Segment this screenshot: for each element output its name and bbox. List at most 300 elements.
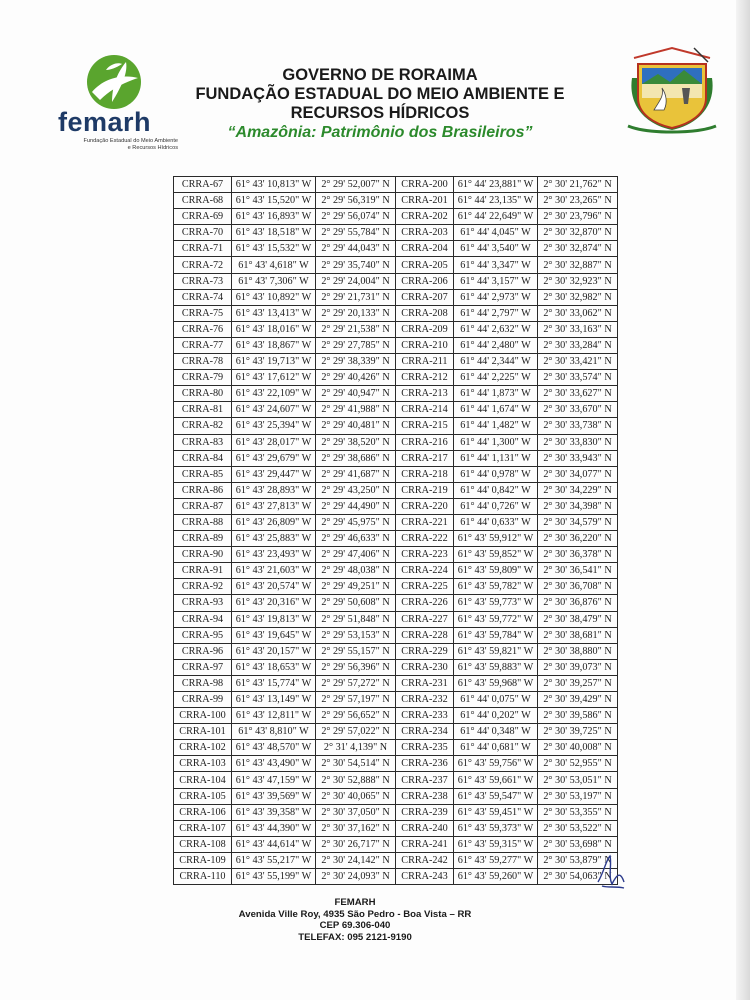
table-cell-longitude: 61° 44' 1,674" W	[454, 402, 538, 418]
table-cell-longitude: 61° 43' 10,892" W	[232, 289, 316, 305]
table-cell-latitude: 2° 30' 23,265" N	[538, 193, 618, 209]
table-cell-latitude: 2° 30' 39,257" N	[538, 675, 618, 691]
table-cell-point-id: CRRA-216	[396, 434, 454, 450]
table-cell-longitude: 61° 43' 59,852" W	[454, 547, 538, 563]
table-cell-point-id: CRRA-234	[396, 724, 454, 740]
table-cell-latitude: 2° 30' 33,627" N	[538, 386, 618, 402]
table-cell-latitude: 2° 30' 23,796" N	[538, 209, 618, 225]
table-cell-point-id: CRRA-206	[396, 273, 454, 289]
page-edge	[736, 0, 750, 1000]
table-cell-point-id: CRRA-88	[174, 514, 232, 530]
table-cell-latitude: 2° 29' 45,975" N	[316, 514, 396, 530]
table-cell-latitude: 2° 30' 54,063" N	[538, 869, 618, 885]
table-cell-longitude: 61° 44' 3,347" W	[454, 257, 538, 273]
table-cell-point-id: CRRA-229	[396, 643, 454, 659]
table-cell-latitude: 2° 30' 38,880" N	[538, 643, 618, 659]
table-row	[174, 241, 618, 257]
table-cell-point-id: CRRA-69	[174, 209, 232, 225]
table-row	[174, 643, 618, 659]
header-foundation: FUNDAÇÃO ESTADUAL DO MEIO AMBIENTE E	[195, 85, 565, 103]
table-row	[174, 772, 618, 788]
table-row	[174, 788, 618, 804]
table-cell-latitude: 2° 29' 55,784" N	[316, 225, 396, 241]
femarh-leaf-logo-icon	[82, 52, 146, 110]
table-cell-latitude: 2° 30' 40,065" N	[316, 788, 396, 804]
table-cell-longitude: 61° 43' 15,532" W	[232, 241, 316, 257]
table-cell-latitude: 2° 29' 56,652" N	[316, 708, 396, 724]
table-row	[174, 708, 618, 724]
table-cell-longitude: 61° 43' 25,883" W	[232, 531, 316, 547]
table-cell-longitude: 61° 44' 3,540" W	[454, 241, 538, 257]
table-row	[174, 627, 618, 643]
table-cell-latitude: 2° 29' 56,319" N	[316, 193, 396, 209]
table-cell-latitude: 2° 30' 53,051" N	[538, 772, 618, 788]
table-cell-latitude: 2° 29' 38,686" N	[316, 450, 396, 466]
table-cell-latitude: 2° 30' 39,725" N	[538, 724, 618, 740]
table-cell-point-id: CRRA-99	[174, 692, 232, 708]
table-row	[174, 305, 618, 321]
table-cell-point-id: CRRA-87	[174, 498, 232, 514]
table-cell-longitude: 61° 43' 55,199" W	[232, 869, 316, 885]
table-cell-latitude: 2° 30' 53,698" N	[538, 836, 618, 852]
table-cell-longitude: 61° 43' 28,017" W	[232, 434, 316, 450]
table-row	[174, 273, 618, 289]
table-cell-point-id: CRRA-214	[396, 402, 454, 418]
table-cell-point-id: CRRA-97	[174, 659, 232, 675]
table-cell-latitude: 2° 29' 41,988" N	[316, 402, 396, 418]
logo-wordmark: femarh	[58, 107, 152, 137]
table-cell-latitude: 2° 30' 32,923" N	[538, 273, 618, 289]
table-cell-longitude: 61° 43' 18,867" W	[232, 337, 316, 353]
table-cell-latitude: 2° 30' 39,429" N	[538, 692, 618, 708]
table-cell-longitude: 61° 43' 39,569" W	[232, 788, 316, 804]
table-cell-latitude: 2° 30' 38,681" N	[538, 627, 618, 643]
table-cell-latitude: 2° 29' 21,538" N	[316, 321, 396, 337]
table-cell-point-id: CRRA-222	[396, 531, 454, 547]
table-cell-point-id: CRRA-209	[396, 321, 454, 337]
table-cell-longitude: 61° 44' 2,344" W	[454, 354, 538, 370]
table-cell-longitude: 61° 43' 59,373" W	[454, 820, 538, 836]
table-cell-latitude: 2° 30' 36,541" N	[538, 563, 618, 579]
table-row	[174, 402, 618, 418]
table-cell-longitude: 61° 43' 59,451" W	[454, 804, 538, 820]
table-cell-longitude: 61° 43' 59,912" W	[454, 531, 538, 547]
table-cell-longitude: 61° 43' 24,607" W	[232, 402, 316, 418]
table-cell-longitude: 61° 43' 28,893" W	[232, 482, 316, 498]
table-cell-latitude: 2° 30' 33,062" N	[538, 305, 618, 321]
table-row	[174, 869, 618, 885]
table-cell-point-id: CRRA-89	[174, 531, 232, 547]
table-cell-latitude: 2° 29' 44,043" N	[316, 241, 396, 257]
table-row	[174, 257, 618, 273]
table-cell-latitude: 2° 30' 34,077" N	[538, 466, 618, 482]
table-cell-point-id: CRRA-71	[174, 241, 232, 257]
table-cell-latitude: 2° 29' 20,133" N	[316, 305, 396, 321]
table-row	[174, 611, 618, 627]
table-cell-latitude: 2° 29' 40,947" N	[316, 386, 396, 402]
table-cell-latitude: 2° 30' 40,008" N	[538, 740, 618, 756]
table-cell-longitude: 61° 43' 7,306" W	[232, 273, 316, 289]
table-cell-longitude: 61° 43' 59,773" W	[454, 595, 538, 611]
table-cell-point-id: CRRA-240	[396, 820, 454, 836]
table-cell-latitude: 2° 29' 27,785" N	[316, 337, 396, 353]
table-cell-longitude: 61° 43' 15,520" W	[232, 193, 316, 209]
table-cell-longitude: 61° 43' 26,809" W	[232, 514, 316, 530]
table-cell-point-id: CRRA-104	[174, 772, 232, 788]
table-cell-latitude: 2° 30' 52,888" N	[316, 772, 396, 788]
table-row	[174, 418, 618, 434]
table-cell-longitude: 61° 44' 0,842" W	[454, 482, 538, 498]
table-cell-latitude: 2° 30' 33,163" N	[538, 321, 618, 337]
table-cell-latitude: 2° 30' 33,574" N	[538, 370, 618, 386]
table-cell-point-id: CRRA-225	[396, 579, 454, 595]
table-cell-longitude: 61° 44' 22,649" W	[454, 209, 538, 225]
table-cell-point-id: CRRA-223	[396, 547, 454, 563]
table-cell-point-id: CRRA-210	[396, 337, 454, 353]
table-cell-point-id: CRRA-205	[396, 257, 454, 273]
table-cell-point-id: CRRA-81	[174, 402, 232, 418]
table-cell-point-id: CRRA-108	[174, 836, 232, 852]
table-row	[174, 370, 618, 386]
table-cell-latitude: 2° 30' 33,670" N	[538, 402, 618, 418]
table-cell-point-id: CRRA-242	[396, 852, 454, 868]
table-cell-point-id: CRRA-105	[174, 788, 232, 804]
table-row	[174, 804, 618, 820]
table-cell-point-id: CRRA-207	[396, 289, 454, 305]
table-cell-point-id: CRRA-239	[396, 804, 454, 820]
table-cell-longitude: 61° 43' 25,394" W	[232, 418, 316, 434]
table-cell-latitude: 2° 29' 43,250" N	[316, 482, 396, 498]
table-cell-latitude: 2° 30' 54,514" N	[316, 756, 396, 772]
table-cell-longitude: 61° 43' 59,784" W	[454, 627, 538, 643]
logo-subtitle	[62, 138, 178, 151]
table-row	[174, 836, 618, 852]
table-cell-longitude: 61° 44' 23,881" W	[454, 177, 538, 193]
table-cell-latitude: 2° 29' 44,490" N	[316, 498, 396, 514]
table-cell-longitude: 61° 44' 0,978" W	[454, 466, 538, 482]
table-cell-longitude: 61° 44' 1,482" W	[454, 418, 538, 434]
table-row	[174, 450, 618, 466]
table-cell-latitude: 2° 29' 47,406" N	[316, 547, 396, 563]
table-row	[174, 193, 618, 209]
table-row	[174, 498, 618, 514]
table-row	[174, 852, 618, 868]
table-cell-latitude: 2° 30' 32,874" N	[538, 241, 618, 257]
header-government: GOVERNO DE RORAIMA	[282, 66, 478, 84]
table-cell-point-id: CRRA-203	[396, 225, 454, 241]
table-cell-latitude: 2° 30' 53,879" N	[538, 852, 618, 868]
table-cell-latitude: 2° 29' 41,687" N	[316, 466, 396, 482]
table-cell-longitude: 61° 44' 3,157" W	[454, 273, 538, 289]
footer-telefax: TELEFAX: 095 2121-9190	[298, 931, 412, 943]
table-cell-latitude: 2° 30' 38,479" N	[538, 611, 618, 627]
table-cell-longitude: 61° 44' 1,131" W	[454, 450, 538, 466]
table-cell-latitude: 2° 29' 49,251" N	[316, 579, 396, 595]
table-cell-longitude: 61° 44' 0,681" W	[454, 740, 538, 756]
table-cell-latitude: 2° 30' 26,717" N	[316, 836, 396, 852]
table-cell-latitude: 2° 31' 4,139" N	[316, 740, 396, 756]
table-cell-latitude: 2° 29' 21,731" N	[316, 289, 396, 305]
table-cell-point-id: CRRA-90	[174, 547, 232, 563]
table-cell-longitude: 61° 43' 19,813" W	[232, 611, 316, 627]
table-cell-longitude: 61° 43' 59,315" W	[454, 836, 538, 852]
table-cell-point-id: CRRA-109	[174, 852, 232, 868]
table-cell-point-id: CRRA-204	[396, 241, 454, 257]
table-row	[174, 579, 618, 595]
table-cell-point-id: CRRA-208	[396, 305, 454, 321]
table-cell-latitude: 2° 29' 24,004" N	[316, 273, 396, 289]
table-row	[174, 547, 618, 563]
table-cell-point-id: CRRA-220	[396, 498, 454, 514]
table-cell-latitude: 2° 30' 36,708" N	[538, 579, 618, 595]
table-cell-latitude: 2° 29' 53,153" N	[316, 627, 396, 643]
table-cell-latitude: 2° 29' 40,426" N	[316, 370, 396, 386]
table-cell-longitude: 61° 43' 59,661" W	[454, 772, 538, 788]
table-cell-longitude: 61° 43' 16,893" W	[232, 209, 316, 225]
table-cell-latitude: 2° 30' 53,197" N	[538, 788, 618, 804]
table-cell-point-id: CRRA-110	[174, 869, 232, 885]
table-row	[174, 820, 618, 836]
table-cell-latitude: 2° 30' 32,870" N	[538, 225, 618, 241]
table-cell-latitude: 2° 29' 51,848" N	[316, 611, 396, 627]
table-row	[174, 386, 618, 402]
table-cell-longitude: 61° 43' 15,774" W	[232, 675, 316, 691]
table-cell-latitude: 2° 29' 57,272" N	[316, 675, 396, 691]
footer-address: Avenida Ville Roy, 4935 São Pedro - Boa Vista – RR	[238, 908, 472, 920]
table-cell-point-id: CRRA-77	[174, 337, 232, 353]
table-cell-longitude: 61° 43' 59,772" W	[454, 611, 538, 627]
table-cell-longitude: 61° 43' 59,547" W	[454, 788, 538, 804]
table-cell-point-id: CRRA-70	[174, 225, 232, 241]
table-cell-longitude: 61° 44' 23,135" W	[454, 193, 538, 209]
table-cell-point-id: CRRA-215	[396, 418, 454, 434]
table-cell-longitude: 61° 44' 0,348" W	[454, 724, 538, 740]
table-row	[174, 209, 618, 225]
logo-subtitle-line2: e Recursos Hídricos	[127, 144, 178, 151]
table-cell-point-id: CRRA-72	[174, 257, 232, 273]
table-row	[174, 434, 618, 450]
table-cell-point-id: CRRA-237	[396, 772, 454, 788]
table-cell-latitude: 2° 30' 32,982" N	[538, 289, 618, 305]
coordinates-table-container	[173, 176, 617, 885]
table-cell-latitude: 2° 30' 33,738" N	[538, 418, 618, 434]
table-cell-point-id: CRRA-224	[396, 563, 454, 579]
table-cell-point-id: CRRA-219	[396, 482, 454, 498]
coordinates-table	[173, 176, 618, 885]
table-cell-longitude: 61° 43' 29,447" W	[232, 466, 316, 482]
table-cell-longitude: 61° 43' 20,316" W	[232, 595, 316, 611]
table-cell-latitude: 2° 29' 46,633" N	[316, 531, 396, 547]
table-row	[174, 531, 618, 547]
table-cell-longitude: 61° 43' 59,756" W	[454, 756, 538, 772]
table-cell-latitude: 2° 29' 38,339" N	[316, 354, 396, 370]
table-cell-point-id: CRRA-91	[174, 563, 232, 579]
table-row	[174, 563, 618, 579]
table-cell-latitude: 2° 30' 53,355" N	[538, 804, 618, 820]
table-cell-longitude: 61° 43' 27,813" W	[232, 498, 316, 514]
table-cell-longitude: 61° 43' 18,518" W	[232, 225, 316, 241]
table-cell-point-id: CRRA-83	[174, 434, 232, 450]
table-cell-latitude: 2° 29' 38,520" N	[316, 434, 396, 450]
table-cell-longitude: 61° 43' 59,968" W	[454, 675, 538, 691]
table-cell-point-id: CRRA-82	[174, 418, 232, 434]
table-cell-point-id: CRRA-98	[174, 675, 232, 691]
table-cell-point-id: CRRA-226	[396, 595, 454, 611]
table-row	[174, 740, 618, 756]
table-cell-latitude: 2° 30' 39,073" N	[538, 659, 618, 675]
table-cell-longitude: 61° 43' 59,809" W	[454, 563, 538, 579]
table-cell-point-id: CRRA-201	[396, 193, 454, 209]
table-cell-point-id: CRRA-96	[174, 643, 232, 659]
table-cell-longitude: 61° 43' 19,713" W	[232, 354, 316, 370]
table-row	[174, 692, 618, 708]
table-cell-latitude: 2° 30' 52,955" N	[538, 756, 618, 772]
table-cell-latitude: 2° 29' 35,740" N	[316, 257, 396, 273]
table-cell-latitude: 2° 30' 36,378" N	[538, 547, 618, 563]
table-cell-point-id: CRRA-218	[396, 466, 454, 482]
table-cell-point-id: CRRA-217	[396, 450, 454, 466]
table-cell-longitude: 61° 43' 44,614" W	[232, 836, 316, 852]
table-row	[174, 514, 618, 530]
table-row	[174, 466, 618, 482]
header-motto: “Amazônia: Patrimônio dos Brasileiros”	[227, 124, 533, 141]
table-cell-point-id: CRRA-103	[174, 756, 232, 772]
table-cell-point-id: CRRA-67	[174, 177, 232, 193]
table-cell-longitude: 61° 43' 48,570" W	[232, 740, 316, 756]
table-cell-longitude: 61° 43' 59,782" W	[454, 579, 538, 595]
table-cell-latitude: 2° 29' 57,197" N	[316, 692, 396, 708]
table-cell-point-id: CRRA-232	[396, 692, 454, 708]
table-row	[174, 724, 618, 740]
table-cell-point-id: CRRA-86	[174, 482, 232, 498]
table-cell-latitude: 2° 29' 48,038" N	[316, 563, 396, 579]
table-cell-point-id: CRRA-68	[174, 193, 232, 209]
table-cell-longitude: 61° 43' 20,574" W	[232, 579, 316, 595]
table-cell-point-id: CRRA-73	[174, 273, 232, 289]
table-cell-point-id: CRRA-75	[174, 305, 232, 321]
table-cell-point-id: CRRA-227	[396, 611, 454, 627]
table-cell-longitude: 61° 44' 2,797" W	[454, 305, 538, 321]
table-cell-point-id: CRRA-230	[396, 659, 454, 675]
table-cell-latitude: 2° 30' 33,830" N	[538, 434, 618, 450]
table-cell-latitude: 2° 30' 53,522" N	[538, 820, 618, 836]
table-cell-latitude: 2° 29' 40,481" N	[316, 418, 396, 434]
table-cell-latitude: 2° 30' 24,093" N	[316, 869, 396, 885]
table-cell-longitude: 61° 43' 13,149" W	[232, 692, 316, 708]
table-cell-latitude: 2° 30' 39,586" N	[538, 708, 618, 724]
femarh-logo	[58, 52, 176, 152]
table-cell-latitude: 2° 30' 34,579" N	[538, 514, 618, 530]
coordinates-table-body	[174, 177, 618, 885]
footer-org: FEMARH	[334, 897, 376, 908]
table-cell-point-id: CRRA-80	[174, 386, 232, 402]
table-row	[174, 337, 618, 353]
table-cell-point-id: CRRA-94	[174, 611, 232, 627]
table-cell-point-id: CRRA-213	[396, 386, 454, 402]
table-cell-longitude: 61° 43' 20,157" W	[232, 643, 316, 659]
table-cell-latitude: 2° 30' 21,762" N	[538, 177, 618, 193]
table-cell-longitude: 61° 43' 21,603" W	[232, 563, 316, 579]
table-cell-point-id: CRRA-231	[396, 675, 454, 691]
table-cell-latitude: 2° 30' 36,220" N	[538, 531, 618, 547]
table-row	[174, 225, 618, 241]
document-header	[170, 66, 590, 143]
table-cell-longitude: 61° 43' 44,390" W	[232, 820, 316, 836]
table-cell-latitude: 2° 29' 57,022" N	[316, 724, 396, 740]
table-row	[174, 321, 618, 337]
table-cell-longitude: 61° 44' 4,045" W	[454, 225, 538, 241]
table-cell-point-id: CRRA-100	[174, 708, 232, 724]
table-row	[174, 482, 618, 498]
table-cell-point-id: CRRA-102	[174, 740, 232, 756]
table-cell-longitude: 61° 43' 17,612" W	[232, 370, 316, 386]
table-cell-latitude: 2° 29' 50,608" N	[316, 595, 396, 611]
table-cell-point-id: CRRA-74	[174, 289, 232, 305]
table-row	[174, 289, 618, 305]
table-row	[174, 354, 618, 370]
table-cell-point-id: CRRA-107	[174, 820, 232, 836]
table-cell-latitude: 2° 30' 33,421" N	[538, 354, 618, 370]
table-row	[174, 595, 618, 611]
table-cell-latitude: 2° 29' 55,157" N	[316, 643, 396, 659]
table-cell-longitude: 61° 44' 1,300" W	[454, 434, 538, 450]
table-cell-point-id: CRRA-76	[174, 321, 232, 337]
table-cell-longitude: 61° 43' 13,413" W	[232, 305, 316, 321]
table-cell-point-id: CRRA-106	[174, 804, 232, 820]
table-cell-point-id: CRRA-233	[396, 708, 454, 724]
table-cell-longitude: 61° 43' 23,493" W	[232, 547, 316, 563]
table-cell-longitude: 61° 44' 2,225" W	[454, 370, 538, 386]
table-cell-point-id: CRRA-200	[396, 177, 454, 193]
table-cell-latitude: 2° 30' 37,162" N	[316, 820, 396, 836]
table-cell-latitude: 2° 30' 37,050" N	[316, 804, 396, 820]
table-cell-longitude: 61° 44' 0,633" W	[454, 514, 538, 530]
table-row	[174, 177, 618, 193]
table-cell-longitude: 61° 43' 59,260" W	[454, 869, 538, 885]
table-cell-latitude: 2° 29' 56,396" N	[316, 659, 396, 675]
table-cell-point-id: CRRA-243	[396, 869, 454, 885]
table-cell-longitude: 61° 44' 1,873" W	[454, 386, 538, 402]
table-row	[174, 675, 618, 691]
table-cell-longitude: 61° 44' 2,632" W	[454, 321, 538, 337]
table-cell-point-id: CRRA-235	[396, 740, 454, 756]
table-cell-latitude: 2° 29' 52,007" N	[316, 177, 396, 193]
table-cell-longitude: 61° 43' 59,883" W	[454, 659, 538, 675]
table-cell-point-id: CRRA-212	[396, 370, 454, 386]
table-cell-longitude: 61° 43' 10,813" W	[232, 177, 316, 193]
table-cell-longitude: 61° 44' 0,726" W	[454, 498, 538, 514]
table-cell-latitude: 2° 30' 34,398" N	[538, 498, 618, 514]
table-cell-point-id: CRRA-92	[174, 579, 232, 595]
table-row	[174, 659, 618, 675]
table-cell-latitude: 2° 30' 32,887" N	[538, 257, 618, 273]
table-cell-latitude: 2° 30' 33,943" N	[538, 450, 618, 466]
table-cell-point-id: CRRA-221	[396, 514, 454, 530]
table-cell-longitude: 61° 43' 19,645" W	[232, 627, 316, 643]
table-cell-longitude: 61° 44' 2,480" W	[454, 337, 538, 353]
table-cell-longitude: 61° 44' 0,202" W	[454, 708, 538, 724]
table-cell-longitude: 61° 43' 4,618" W	[232, 257, 316, 273]
table-cell-longitude: 61° 43' 59,277" W	[454, 852, 538, 868]
document-footer	[200, 897, 510, 943]
table-cell-longitude: 61° 44' 2,973" W	[454, 289, 538, 305]
table-cell-point-id: CRRA-241	[396, 836, 454, 852]
table-cell-longitude: 61° 43' 59,821" W	[454, 643, 538, 659]
table-cell-point-id: CRRA-211	[396, 354, 454, 370]
table-cell-point-id: CRRA-79	[174, 370, 232, 386]
logo-subtitle-line1: Fundação Estadual do Meio Ambiente	[83, 138, 178, 144]
table-cell-longitude: 61° 43' 29,679" W	[232, 450, 316, 466]
